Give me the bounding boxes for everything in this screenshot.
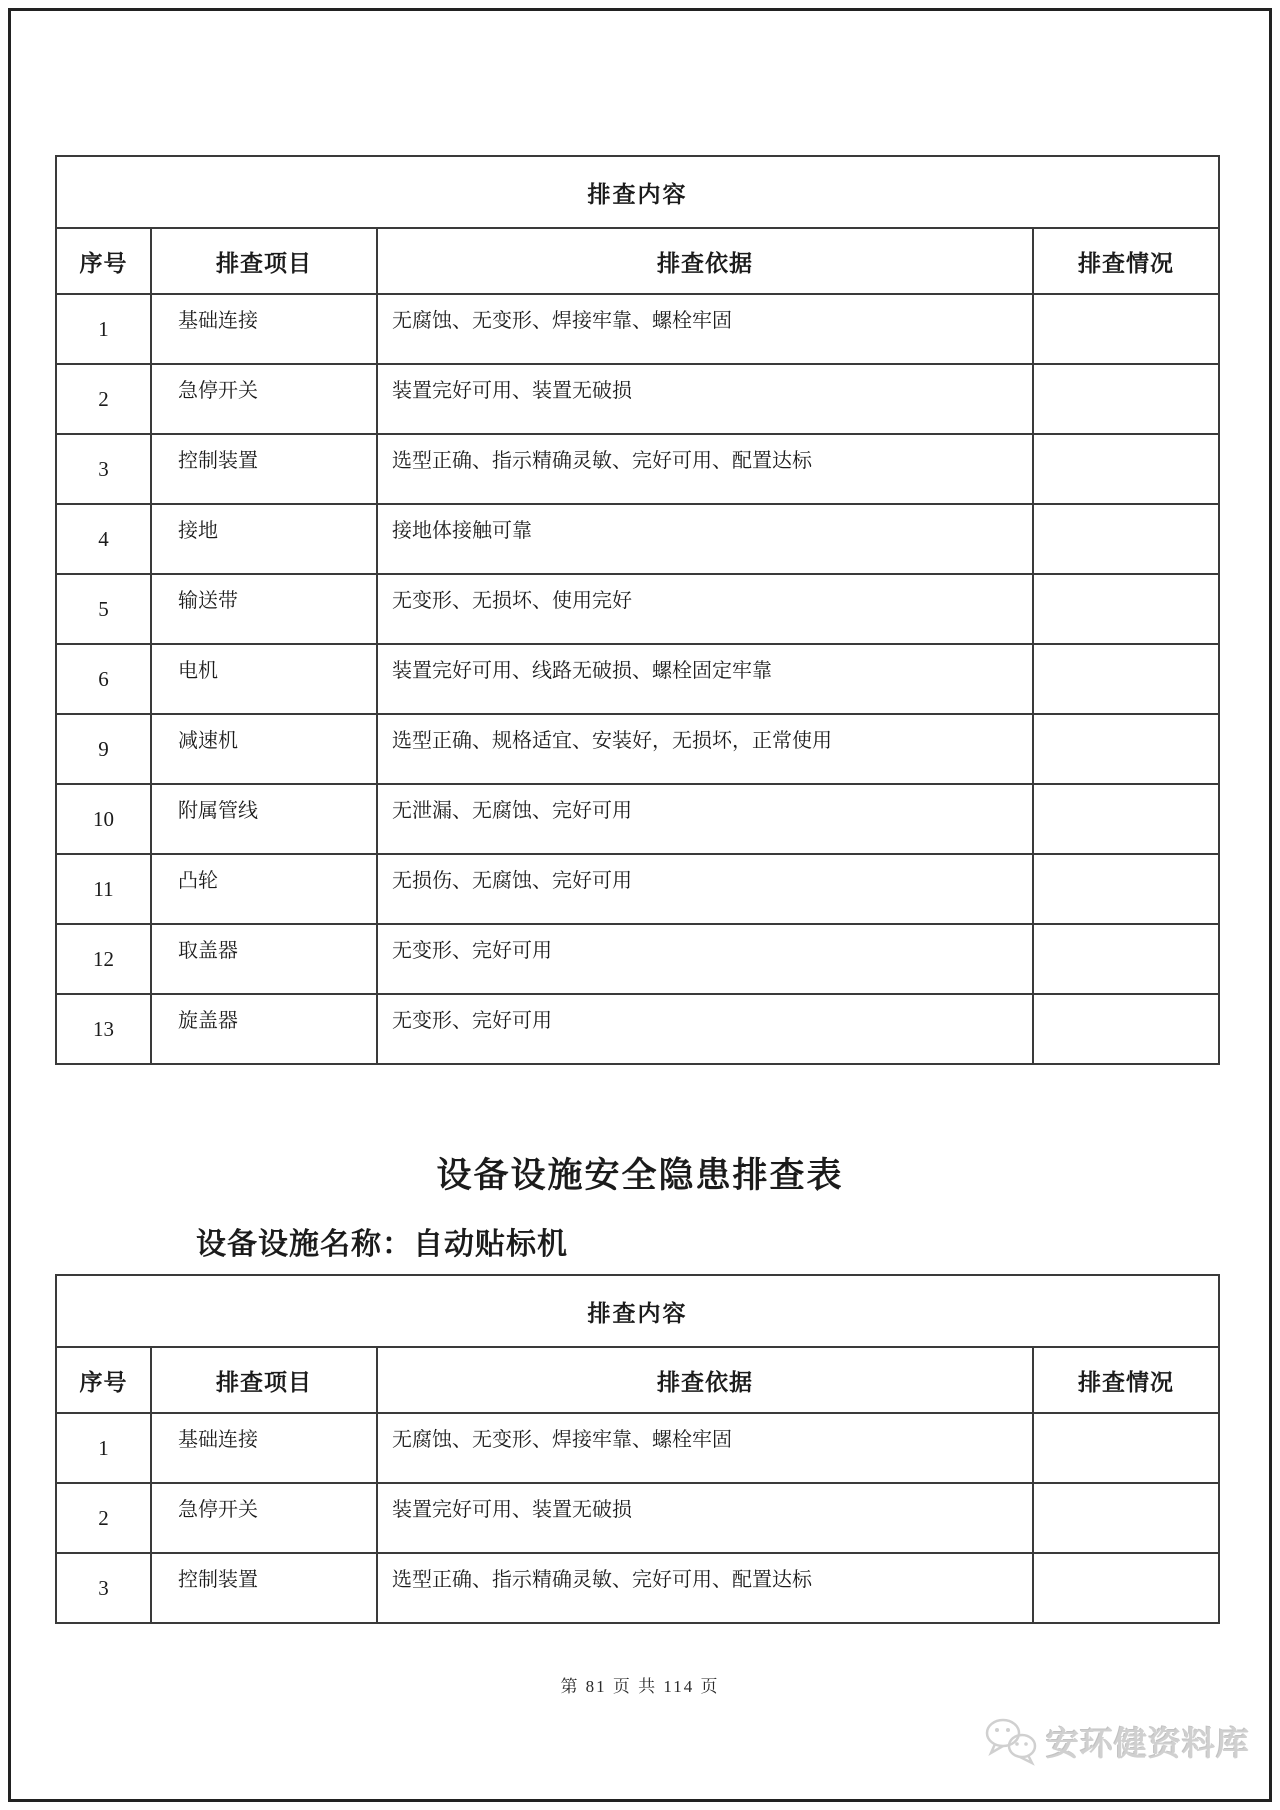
inspection-item-cell: 控制装置 bbox=[151, 434, 377, 504]
col-header-item: 排查项目 bbox=[151, 228, 377, 294]
inspection-status-cell bbox=[1033, 1553, 1219, 1623]
table-row bbox=[56, 574, 1219, 644]
inspection-item-cell: 急停开关 bbox=[151, 1483, 377, 1553]
table-row bbox=[56, 504, 1219, 574]
inspection-item-cell: 接地 bbox=[151, 504, 377, 574]
inspection-status-cell bbox=[1033, 294, 1219, 364]
table-row bbox=[56, 714, 1219, 784]
inspection-basis-cell: 选型正确、指示精确灵敏、完好可用、配置达标 bbox=[377, 1553, 1033, 1623]
table-row bbox=[56, 924, 1219, 994]
inspection-basis-cell: 无泄漏、无腐蚀、完好可用 bbox=[377, 784, 1033, 854]
inspection-table-2 bbox=[55, 1274, 1220, 1624]
inspection-basis-cell: 无损伤、无腐蚀、完好可用 bbox=[377, 854, 1033, 924]
inspection-item-cell: 基础连接 bbox=[151, 294, 377, 364]
row-number: 9 bbox=[56, 714, 151, 784]
equipment-name-line: 设备设施名称：自动贴标机 bbox=[196, 1228, 568, 1261]
inspection-status-cell bbox=[1033, 784, 1219, 854]
inspection-basis-cell: 装置完好可用、装置无破损 bbox=[377, 1483, 1033, 1553]
row-number: 10 bbox=[56, 784, 151, 854]
inspection-status-cell bbox=[1033, 504, 1219, 574]
row-number: 2 bbox=[56, 364, 151, 434]
chat-bubbles-icon bbox=[982, 1716, 1040, 1766]
inspection-basis-cell: 装置完好可用、装置无破损 bbox=[377, 364, 1033, 434]
row-number: 5 bbox=[56, 574, 151, 644]
watermark bbox=[982, 1716, 1250, 1766]
inspection-basis-cell: 无腐蚀、无变形、焊接牢靠、螺栓牢固 bbox=[377, 1413, 1033, 1483]
table-header-row bbox=[56, 1347, 1219, 1413]
inspection-status-cell bbox=[1033, 994, 1219, 1064]
inspection-item-cell: 控制装置 bbox=[151, 1553, 377, 1623]
row-number: 3 bbox=[56, 1553, 151, 1623]
inspection-status-cell bbox=[1033, 1483, 1219, 1553]
table-row bbox=[56, 294, 1219, 364]
inspection-item-cell: 基础连接 bbox=[151, 1413, 377, 1483]
row-number: 3 bbox=[56, 434, 151, 504]
watermark-label: 安环健资料库 bbox=[1046, 1726, 1250, 1763]
inspection-table-1 bbox=[55, 155, 1220, 1065]
table-row bbox=[56, 1483, 1219, 1553]
table-banner-title: 排查内容 bbox=[56, 156, 1219, 228]
inspection-status-cell bbox=[1033, 1413, 1219, 1483]
table-row bbox=[56, 434, 1219, 504]
inspection-status-cell bbox=[1033, 644, 1219, 714]
inspection-item-cell: 电机 bbox=[151, 644, 377, 714]
inspection-status-cell bbox=[1033, 574, 1219, 644]
table-banner-row bbox=[56, 1275, 1219, 1347]
inspection-status-cell bbox=[1033, 364, 1219, 434]
row-number: 2 bbox=[56, 1483, 151, 1553]
row-number: 11 bbox=[56, 854, 151, 924]
col-header-serial: 序号 bbox=[56, 1347, 151, 1413]
inspection-basis-cell: 无变形、完好可用 bbox=[377, 924, 1033, 994]
table-row bbox=[56, 784, 1219, 854]
row-number: 6 bbox=[56, 644, 151, 714]
table-row bbox=[56, 994, 1219, 1064]
table-row bbox=[56, 1413, 1219, 1483]
page-number: 第 81 页 共 114 页 bbox=[560, 1677, 720, 1696]
inspection-basis-cell: 选型正确、指示精确灵敏、完好可用、配置达标 bbox=[377, 434, 1033, 504]
inspection-item-cell: 急停开关 bbox=[151, 364, 377, 434]
inspection-status-cell bbox=[1033, 854, 1219, 924]
page-title: 设备设施安全隐患排查表 bbox=[436, 1156, 844, 1195]
col-header-item: 排查项目 bbox=[151, 1347, 377, 1413]
inspection-basis-cell: 装置完好可用、线路无破损、螺栓固定牢靠 bbox=[377, 644, 1033, 714]
row-number: 1 bbox=[56, 294, 151, 364]
inspection-basis-cell: 无腐蚀、无变形、焊接牢靠、螺栓牢固 bbox=[377, 294, 1033, 364]
col-header-status: 排查情况 bbox=[1033, 228, 1219, 294]
col-header-status: 排查情况 bbox=[1033, 1347, 1219, 1413]
inspection-basis-cell: 选型正确、规格适宜、安装好，无损坏，正常使用 bbox=[377, 714, 1033, 784]
table-row bbox=[56, 854, 1219, 924]
inspection-basis-cell: 无变形、无损坏、使用完好 bbox=[377, 574, 1033, 644]
table-header-row bbox=[56, 228, 1219, 294]
row-number: 13 bbox=[56, 994, 151, 1064]
inspection-item-cell: 附属管线 bbox=[151, 784, 377, 854]
col-header-basis: 排查依据 bbox=[377, 228, 1033, 294]
inspection-status-cell bbox=[1033, 434, 1219, 504]
col-header-basis: 排查依据 bbox=[377, 1347, 1033, 1413]
inspection-item-cell: 凸轮 bbox=[151, 854, 377, 924]
row-number: 4 bbox=[56, 504, 151, 574]
inspection-status-cell bbox=[1033, 714, 1219, 784]
table-row bbox=[56, 364, 1219, 434]
table-banner-row bbox=[56, 156, 1219, 228]
table-banner-title: 排查内容 bbox=[56, 1275, 1219, 1347]
inspection-item-cell: 减速机 bbox=[151, 714, 377, 784]
inspection-basis-cell: 接地体接触可靠 bbox=[377, 504, 1033, 574]
row-number: 12 bbox=[56, 924, 151, 994]
table-row bbox=[56, 644, 1219, 714]
inspection-status-cell bbox=[1033, 924, 1219, 994]
inspection-item-cell: 输送带 bbox=[151, 574, 377, 644]
table-row bbox=[56, 1553, 1219, 1623]
inspection-item-cell: 取盖器 bbox=[151, 924, 377, 994]
inspection-item-cell: 旋盖器 bbox=[151, 994, 377, 1064]
row-number: 1 bbox=[56, 1413, 151, 1483]
inspection-basis-cell: 无变形、完好可用 bbox=[377, 994, 1033, 1064]
col-header-serial: 序号 bbox=[56, 228, 151, 294]
